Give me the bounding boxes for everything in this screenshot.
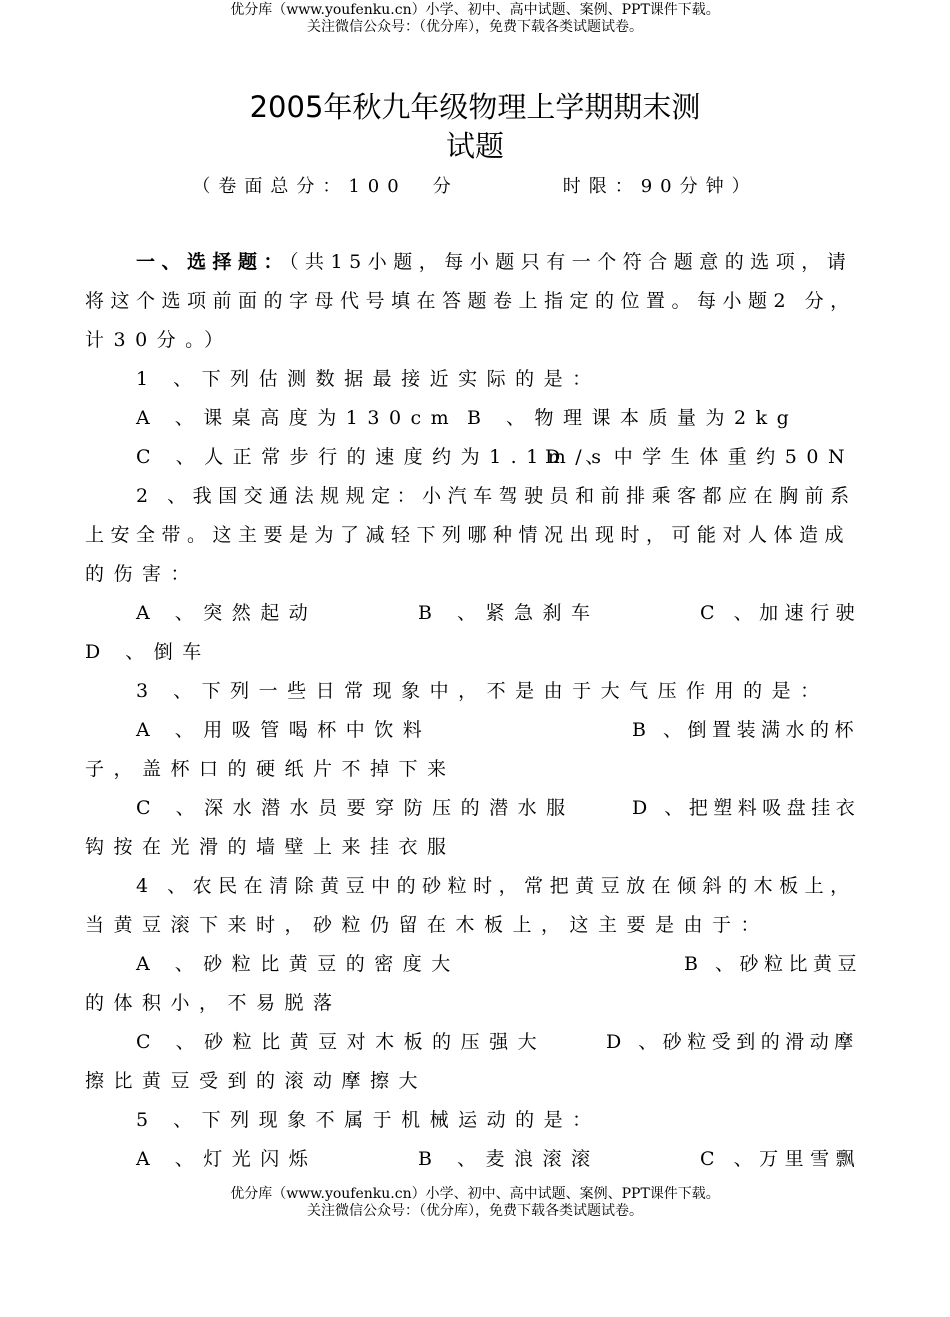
question-2-line-1: 2 、我国交通法规规定：小汽车驾驶员和前排乘客都应在胸前系 <box>136 485 856 507</box>
page-footer <box>0 1186 950 1220</box>
header-line-2: 关注微信公众号：（优分库），免费下载各类试题试卷。 <box>307 19 643 35</box>
question-3-option-d-line-1: D 、把塑料吸盘挂衣 <box>632 797 861 819</box>
question-4-line-1: 4 、农民在清除黄豆中的砂粒时，常把黄豆放在倾斜的木板上， <box>136 875 856 897</box>
exam-subtitle: （卷面总分：100 分 时限：90分钟） <box>192 176 758 197</box>
page-header <box>0 2 950 36</box>
section-heading: 一、选择题： <box>136 251 290 273</box>
question-4-option-b-line-1: B 、砂粒比黄豆 <box>684 953 863 975</box>
question-4-option-b-line-2: 的体积小，不易脱落 <box>85 992 342 1014</box>
question-1-option-a: A 、课桌高度为130cm <box>136 407 459 429</box>
question-1-option-b: B 、物理课本质量为2kg <box>467 407 799 429</box>
question-3-option-a: A 、用吸管喝杯中饮料 <box>136 719 432 741</box>
question-5-option-c: C 、万里雪飘 <box>700 1148 862 1170</box>
question-2-line-3: 的伤害： <box>85 563 200 585</box>
question-2-option-c: C 、加速行驶 <box>700 602 862 624</box>
section-intro-line-1 <box>136 250 860 274</box>
question-2-option-a: A 、突然起动 <box>136 602 318 624</box>
question-3-option-d-line-2: 钩按在光滑的墙壁上来挂衣服 <box>85 836 456 858</box>
question-3-option-b-line-2: 子，盖杯口的硬纸片不掉下来 <box>85 758 456 780</box>
question-4-option-d-line-2: 擦比黄豆受到的滚动摩擦大 <box>85 1070 428 1092</box>
question-2-option-d: D 、倒车 <box>85 641 211 663</box>
section-intro-line-2: 将这个选项前面的字母代号填在答题卷上指定的位置。每小题2 分， <box>85 290 856 312</box>
footer-line-2: 关注微信公众号：（优分库），免费下载各类试题试卷。 <box>307 1203 643 1219</box>
header-line-1: 优分库（www.youfenku.cn）小学、初中、高中试题、案例、PPT课件下载。 <box>230 2 720 18</box>
question-2-option-b: B 、紧急刹车 <box>418 602 600 624</box>
section-intro-line-3: 计30分。） <box>85 329 233 351</box>
question-1-option-c: C 、人正常步行的速度约为1.1m/s <box>136 446 611 468</box>
exam-title-line-2: 试题 <box>445 129 504 163</box>
question-4-option-d-line-1: D 、砂粒受到的滑动摩 <box>606 1031 859 1053</box>
question-4-option-c: C 、砂粒比黄豆对木板的压强大 <box>136 1031 547 1053</box>
question-5-option-a: A 、灯光闪烁 <box>136 1148 318 1170</box>
question-1-option-d: D 、中学生体重约50N <box>545 446 855 468</box>
question-3-option-c: C 、深水潜水员要穿防压的潜水服 <box>136 797 575 819</box>
question-5-option-b: B 、麦浪滚滚 <box>418 1148 600 1170</box>
question-5-stem: 5 、下列现象不属于机械运动的是： <box>136 1109 601 1131</box>
footer-line-1: 优分库（www.youfenku.cn）小学、初中、高中试题、案例、PPT课件下载。 <box>230 1186 720 1202</box>
question-2-line-2: 上安全带。这主要是为了减轻下列哪种情况出现时，可能对人体造成 <box>85 524 851 546</box>
question-3-option-b-line-1: B 、倒置装满水的杯 <box>632 719 860 741</box>
section-intro-text: （共15小题，每小题只有一个符合题意的选项，请 <box>289 251 853 273</box>
question-4-line-2: 当黄豆滚下来时，砂粒仍留在木板上，这主要是由于： <box>85 914 770 936</box>
exam-title-line-1: 2005年秋九年级物理上学期期末测 <box>249 90 701 124</box>
question-4-option-a: A 、砂粒比黄豆的密度大 <box>136 953 460 975</box>
question-1-stem: 1 、下列估测数据最接近实际的是： <box>136 368 601 390</box>
question-3-stem: 3 、下列一些日常现象中，不是由于大气压作用的是： <box>136 680 829 702</box>
